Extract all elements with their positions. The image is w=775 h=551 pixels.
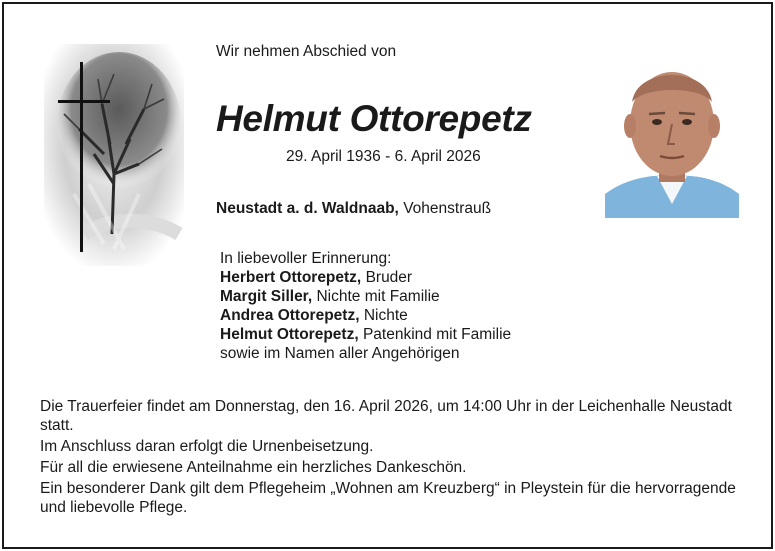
thanks-general: Für all die erwiesene Anteilnahme ein herzliches Dankeschön. (40, 459, 467, 476)
mourner-row (220, 287, 511, 306)
funeral-ceremony: Die Trauerfeier findet am Donnerstag, den 16. April 2026, um 14:00 Uhr in der Leichenhalle Neustadt statt. (40, 398, 732, 434)
mourner-role: Nichte (363, 307, 408, 324)
obituary-card (2, 2, 773, 549)
urn-burial: Im Anschluss daran erfolgt die Urnenbeisetzung. (40, 438, 374, 455)
memory-closing: sowie im Namen aller Angehörigen (220, 345, 460, 362)
intro-text: Wir nehmen Abschied von (216, 43, 397, 60)
mourner-row (220, 325, 511, 344)
funeral-info (40, 397, 740, 519)
cross-tree-image (44, 44, 184, 266)
thanks-special: Ein besonderer Dank gilt dem Pflegeheim „Wohnen am Kreuzberg“ in Pleystein für die hervorragende und liebevolle Pflege. (40, 480, 736, 516)
place-main: Neustadt a. d. Waldnaab, (216, 200, 399, 217)
places (216, 200, 491, 218)
memory-block (220, 249, 511, 363)
mourner-name: Margit Siller, (220, 288, 313, 305)
life-dates: 29. April 1936 - 6. April 2026 (286, 148, 481, 165)
mourner-role: Bruder (365, 269, 413, 286)
deceased-name: Helmut Ottorepetz (216, 98, 532, 139)
portrait-photo (605, 44, 739, 218)
mourner-name: Herbert Ottorepetz, (220, 269, 362, 286)
mourner-role: Nichte mit Familie (316, 288, 440, 305)
mourner-row (220, 306, 511, 325)
mourner-role: Patenkind mit Familie (362, 326, 512, 343)
mourner-name: Andrea Ottorepetz, (220, 307, 360, 324)
memory-heading: In liebevoller Erinnerung: (220, 250, 392, 267)
mourner-name: Helmut Ottorepetz, (220, 326, 359, 343)
mourner-row (220, 268, 511, 287)
place-secondary: Vohenstrauß (403, 200, 492, 217)
